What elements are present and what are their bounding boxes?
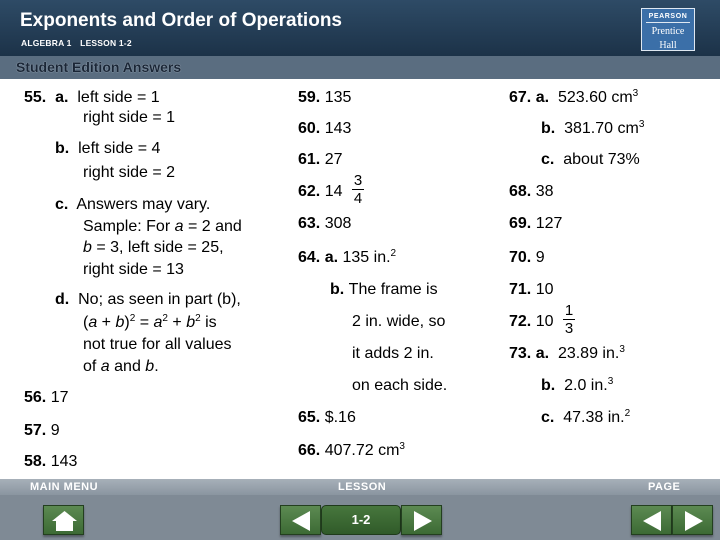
answer-73b: b. 2.0 in.$^3$ xyxy=(541,376,614,394)
page-next-button[interactable] xyxy=(672,505,713,535)
main-menu-label: MAIN MENU xyxy=(30,481,99,493)
answer-73c: c. 47.38 in.$^2$ xyxy=(541,408,631,426)
answer-64b: b. The frame is xyxy=(330,281,438,298)
main-menu-button[interactable] xyxy=(43,505,84,535)
lesson-prev-button[interactable] xyxy=(280,505,321,535)
answer-61: 61. 27 xyxy=(298,151,343,168)
answer-58: 58. 143 xyxy=(24,453,78,470)
section-title: Student Edition Answers xyxy=(16,59,182,75)
answer-57: 57. 9 xyxy=(24,422,60,439)
lesson-number-badge[interactable]: 1-2 xyxy=(321,505,401,535)
answer-67c: c. about 73% xyxy=(541,151,640,168)
answer-56: 56. 17 xyxy=(24,389,69,406)
lesson-next-button[interactable] xyxy=(401,505,442,535)
answer-72: 72. 10 xyxy=(509,313,554,330)
answer-72-fraction: 1 3 xyxy=(564,302,574,337)
next-icon xyxy=(673,506,714,536)
answer-55c-line2: Sample: For a = 2 and xyxy=(83,218,242,235)
prev-icon xyxy=(632,506,673,536)
lesson-subtitle xyxy=(21,38,138,48)
answer-71: 71. 10 xyxy=(509,281,554,298)
answer-70: 70. 9 xyxy=(509,249,545,266)
answer-65: 65. $.16 xyxy=(298,409,356,426)
answer-69: 69. 127 xyxy=(509,215,563,232)
answer-55b: b. left side = 4 xyxy=(55,140,161,157)
answer-67b: b. 381.70 $cm^3$ xyxy=(541,119,645,137)
answer-68: 68. 38 xyxy=(509,183,554,200)
answer-64a: 64. a. 135 in.$^2$ xyxy=(298,248,397,266)
page-prev-button[interactable] xyxy=(631,505,672,535)
answer-55: 55. a. left side = 1 xyxy=(24,89,160,106)
answer-66: 66. 407.72 $cm^3$ xyxy=(298,441,405,459)
lesson-id: LESSON 1-2 xyxy=(80,38,132,48)
answer-55d-line3: not true for all values xyxy=(83,336,232,353)
prev-icon xyxy=(281,506,322,536)
answer-55d-line2: $(a + b)^2 = a^2 + b^2$ is xyxy=(83,313,217,331)
lesson-nav-label: LESSON xyxy=(338,481,387,493)
answer-55c-line4: right side = 13 xyxy=(83,261,184,278)
next-icon xyxy=(402,506,443,536)
answer-64b-line2: 2 in. wide, so xyxy=(352,313,446,330)
answer-73a: 73. a. 23.89 in.$^3$ xyxy=(509,344,625,362)
answer-55c-line3: b = 3, left side = 25, xyxy=(83,239,224,256)
header-banner xyxy=(0,0,720,56)
pearson-logo: PEARSON Prentice Hall xyxy=(641,8,695,51)
answer-55c: c. Answers may vary. xyxy=(55,196,211,213)
answer-62: 62. 14 xyxy=(298,183,343,200)
answer-55d-line4: of a and b. xyxy=(83,358,159,375)
home-icon xyxy=(44,506,85,536)
section-bar xyxy=(0,56,720,79)
navigation-footer xyxy=(0,479,720,540)
answer-64b-line3: it adds 2 in. xyxy=(352,345,434,362)
course-name: ALGEBRA 1 xyxy=(21,38,72,48)
answer-55a-line2: right side = 1 xyxy=(83,109,176,126)
page-nav-label: PAGE xyxy=(648,481,681,493)
answer-60: 60. 143 xyxy=(298,120,352,137)
answer-64b-line4: on each side. xyxy=(352,377,448,394)
answer-62-fraction: 3 4 xyxy=(353,172,363,207)
answer-55d: d. No; as seen in part (b), xyxy=(55,291,241,308)
answer-59: 59. 135 xyxy=(298,89,352,106)
answer-55b-line2: right side = 2 xyxy=(83,164,176,181)
answer-63: 63. 308 xyxy=(298,215,352,232)
answers-content xyxy=(0,79,720,479)
page-title: Exponents and Order of Operations xyxy=(20,10,342,31)
answer-67a: 67. a. 523.60 $cm^3$ xyxy=(509,88,639,106)
